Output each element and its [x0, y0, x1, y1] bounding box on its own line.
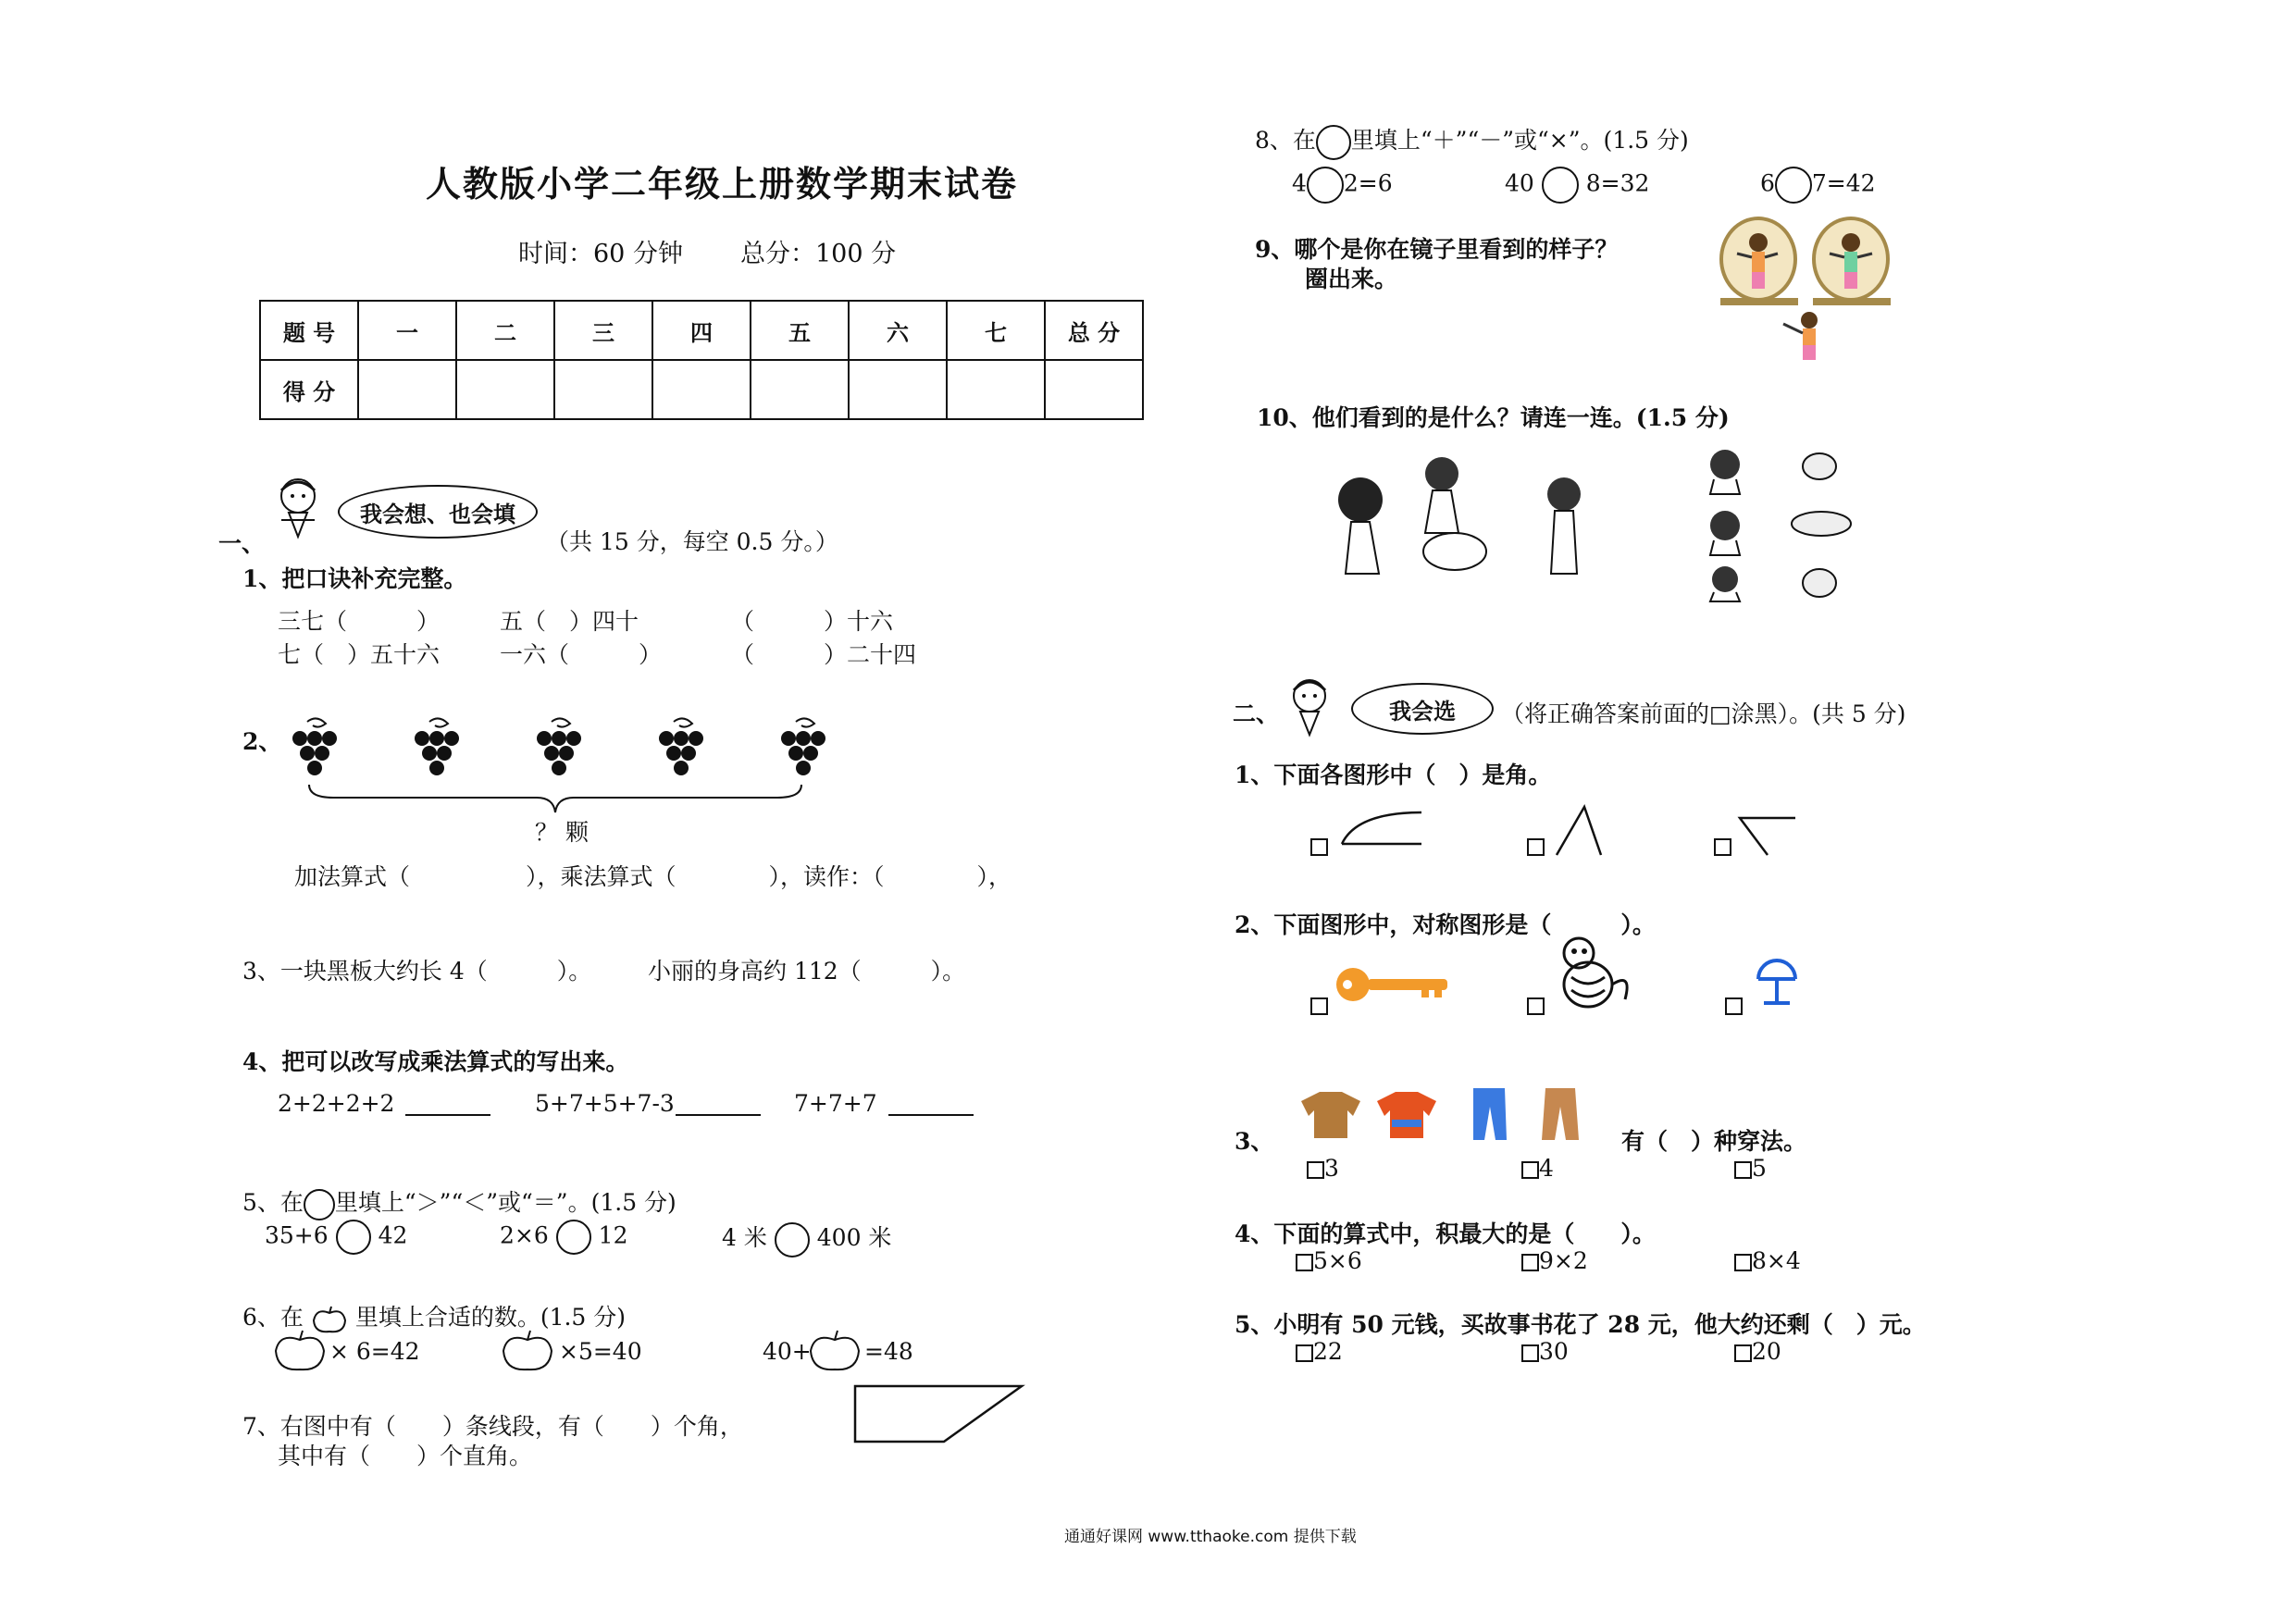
table-cell: 七 [947, 301, 1045, 360]
option[interactable] [1307, 1155, 1339, 1182]
question-prompt: 1、把口诀补充完整。 [242, 565, 467, 592]
section-note: （共 15 分，每空 0.5 分。） [546, 528, 838, 555]
mascot-icon [261, 472, 335, 546]
answer-line[interactable]: 加法算式（ ），乘法算式（ ），读作：（ ）， [294, 863, 1012, 890]
key-icon [1333, 962, 1453, 1009]
answer-circle[interactable] [1307, 167, 1344, 204]
blank-item[interactable]: 五（ ）四十 [500, 608, 639, 635]
answer-underline[interactable] [405, 1114, 490, 1116]
equation-text: ×5=40 [559, 1338, 642, 1365]
right-operand: 8=32 [1585, 169, 1650, 197]
section-note: （将正确答案前面的□涂黑）。(共 5 分) [1501, 700, 1906, 727]
answer-underline[interactable] [676, 1114, 761, 1116]
question-prompt: 2、下面图形中，对称图形是（ ）。 [1235, 911, 1656, 938]
footer-credit: 通通好课网 www.tthaoke.com 提供下载 [1064, 1528, 1357, 1546]
question-number: 3、 [1235, 1128, 1274, 1155]
question-prompt: 4、下面的算式中，积最大的是（ ）。 [1235, 1220, 1656, 1247]
question-prompt: 10、他们看到的是什么？请连一连。(1.5 分) [1257, 404, 1730, 431]
circle-icon [304, 1189, 335, 1220]
prompt-text: 里填上“＞”“＜”或“＝”。(1.5 分) [334, 1189, 676, 1216]
blank-item[interactable]: 一六（ ） [500, 641, 663, 668]
table-cell: 总 分 [1045, 301, 1143, 360]
exam-title: 人教版小学二年级上册数学期末试卷 [426, 163, 1019, 204]
score-input-cell[interactable] [652, 360, 751, 419]
checkbox[interactable] [1734, 1344, 1752, 1362]
children-and-guinea-pig-icon [1333, 444, 1601, 592]
prompt-text: 里填上合适的数。(1.5 分) [354, 1304, 627, 1331]
table-cell: 二 [456, 301, 554, 360]
question-prompt: 圈出来。 [1305, 266, 1398, 292]
section-number: 二、 [1233, 700, 1280, 727]
brace-icon [305, 781, 805, 818]
checkbox[interactable] [1725, 997, 1743, 1015]
option-label: 5 [1752, 1155, 1767, 1182]
option[interactable] [1296, 1247, 1362, 1274]
blank-item[interactable]: （ ）十六 [731, 608, 894, 635]
checkbox[interactable] [1310, 838, 1328, 856]
score-input-cell[interactable] [1045, 360, 1143, 419]
left-operand: 6 [1760, 169, 1775, 197]
question-number: 2、 [242, 728, 282, 755]
option-label: 5×6 [1313, 1247, 1362, 1274]
question-prompt[interactable]: 7、右图中有（ ）条线段，有（ ）个角， [242, 1413, 743, 1440]
option-label: 4 [1539, 1155, 1554, 1182]
score-input-cell[interactable] [358, 360, 456, 419]
question-prompt[interactable]: 3、一块黑板大约长 4（ ）。 [242, 958, 592, 985]
compare-item [265, 1220, 407, 1255]
angle-shape-icon [1551, 801, 1607, 859]
option-label: 30 [1539, 1338, 1569, 1365]
section-banner: 我会选 [1351, 683, 1494, 735]
checkbox[interactable] [1307, 1161, 1324, 1179]
right-operand: 400 米 [816, 1224, 892, 1251]
apple-icon[interactable] [500, 1329, 555, 1375]
table-row [260, 301, 1143, 360]
answer-underline[interactable] [888, 1114, 974, 1116]
left-operand: 2×6 [500, 1221, 549, 1249]
equation-text: × 6=42 [329, 1338, 420, 1365]
scale-icon [1749, 955, 1805, 1010]
option-label: 20 [1752, 1338, 1781, 1365]
blank-item[interactable]: 七（ ）五十六 [278, 641, 441, 668]
table-cell: 得 分 [260, 360, 358, 419]
prompt-text: 6、在 [242, 1304, 304, 1331]
question-prompt [1255, 122, 1689, 160]
expression: 5+7+5+7-3 [535, 1090, 675, 1117]
brace-label: ？ 颗 [535, 819, 589, 846]
question-prompt: 4、把可以改写成乘法算式的写出来。 [242, 1048, 629, 1075]
option[interactable] [1521, 1338, 1569, 1365]
monkey-icon [1551, 935, 1634, 1012]
compare-item [722, 1220, 891, 1258]
score-input-cell[interactable] [456, 360, 554, 419]
checkbox[interactable] [1521, 1344, 1539, 1362]
expression: 7+7+7 [794, 1090, 877, 1117]
option-label: 22 [1313, 1338, 1343, 1365]
question-prompt[interactable]: 小丽的身高约 112（ ）。 [648, 958, 966, 985]
checkbox[interactable] [1714, 838, 1731, 856]
table-cell: 题 号 [260, 301, 358, 360]
apple-icon[interactable] [272, 1329, 328, 1375]
right-operand: 2=6 [1343, 169, 1393, 197]
operator-item [1760, 167, 1876, 204]
exam-time: 时间：60 分钟 [518, 240, 683, 268]
prompt-text: 里填上“＋”“－”或“×”。(1.5 分) [1350, 127, 1689, 154]
question-prompt: 1、下面各图形中（ ）是角。 [1235, 762, 1552, 788]
left-operand: 35+6 [265, 1221, 329, 1249]
right-operand: 12 [598, 1221, 628, 1249]
table-cell: 四 [652, 301, 751, 360]
option[interactable] [1734, 1155, 1767, 1182]
circle-icon [1316, 125, 1351, 160]
checkbox[interactable] [1296, 1254, 1313, 1271]
answer-circle[interactable] [556, 1220, 591, 1255]
answer-circle[interactable] [1775, 167, 1812, 204]
equation-text: =48 [864, 1338, 913, 1365]
checkbox[interactable] [1521, 1161, 1539, 1179]
left-operand: 4 米 [722, 1224, 767, 1251]
open-angle-shape-icon [1736, 814, 1801, 861]
blank-item[interactable]: （ ）二十四 [731, 641, 917, 668]
question-prompt [242, 1184, 676, 1220]
option-label: 3 [1324, 1155, 1339, 1182]
score-input-cell[interactable] [554, 360, 652, 419]
section-number: 一、 [218, 530, 266, 557]
prompt-text: 5、在 [242, 1189, 304, 1216]
trapezoid-figure [851, 1382, 1027, 1447]
checkbox[interactable] [1521, 1254, 1539, 1271]
operator-item [1292, 167, 1393, 204]
option[interactable] [1521, 1155, 1554, 1182]
option-label: 8×4 [1752, 1247, 1801, 1274]
viewpoint-matching-icon[interactable] [1705, 444, 1871, 601]
checkbox[interactable] [1296, 1344, 1313, 1362]
right-operand: 7=42 [1811, 169, 1876, 197]
right-operand: 42 [378, 1221, 408, 1249]
option-label: 9×2 [1539, 1247, 1588, 1274]
checkbox[interactable] [1527, 838, 1545, 856]
question-prompt[interactable]: 其中有（ ）个直角。 [278, 1443, 533, 1469]
answer-circle[interactable] [1542, 167, 1579, 204]
apple-icon[interactable] [807, 1329, 863, 1375]
option[interactable] [1521, 1247, 1588, 1274]
table-cell: 一 [358, 301, 456, 360]
prompt-text: 8、在 [1255, 127, 1316, 154]
option[interactable] [1734, 1247, 1801, 1274]
compare-item [500, 1220, 627, 1255]
arc-shape-icon [1338, 807, 1431, 853]
option[interactable] [1296, 1338, 1343, 1365]
expression: 2+2+2+2 [278, 1090, 395, 1117]
checkbox[interactable] [1734, 1254, 1752, 1271]
question-prompt: 9、哪个是你在镜子里看到的样子？ [1255, 236, 1619, 263]
table-cell: 三 [554, 301, 652, 360]
option[interactable] [1734, 1338, 1781, 1365]
mascot-icon [1275, 674, 1344, 744]
section-banner: 我会想、也会填 [338, 485, 538, 539]
clothes-icon [1296, 1083, 1610, 1147]
answer-circle[interactable] [336, 1220, 371, 1255]
score-input-cell[interactable] [751, 360, 849, 419]
operator-item [1505, 167, 1649, 204]
mirror-images-icon[interactable] [1717, 217, 1893, 365]
score-input-cell[interactable] [849, 360, 947, 419]
table-cell: 六 [849, 301, 947, 360]
checkbox[interactable] [1527, 997, 1545, 1015]
question-suffix[interactable]: 有（ ）种穿法。 [1621, 1128, 1807, 1155]
score-input-cell[interactable] [947, 360, 1045, 419]
table-cell: 五 [751, 301, 849, 360]
checkbox[interactable] [1734, 1161, 1752, 1179]
answer-circle[interactable] [775, 1222, 810, 1258]
exam-total: 总分：100 分 [740, 240, 897, 268]
left-operand: 4 [1292, 169, 1307, 197]
question-prompt: 5、小明有 50 元钱，买故事书花了 28 元，他大约还剩（ ）元。 [1235, 1311, 1926, 1338]
checkbox[interactable] [1310, 997, 1328, 1015]
score-table [259, 300, 1144, 420]
left-operand: 40 [1505, 169, 1534, 197]
equation-text: 40+ [763, 1338, 812, 1365]
table-row [260, 360, 1143, 419]
blank-item[interactable]: 三七（ ） [278, 608, 441, 635]
